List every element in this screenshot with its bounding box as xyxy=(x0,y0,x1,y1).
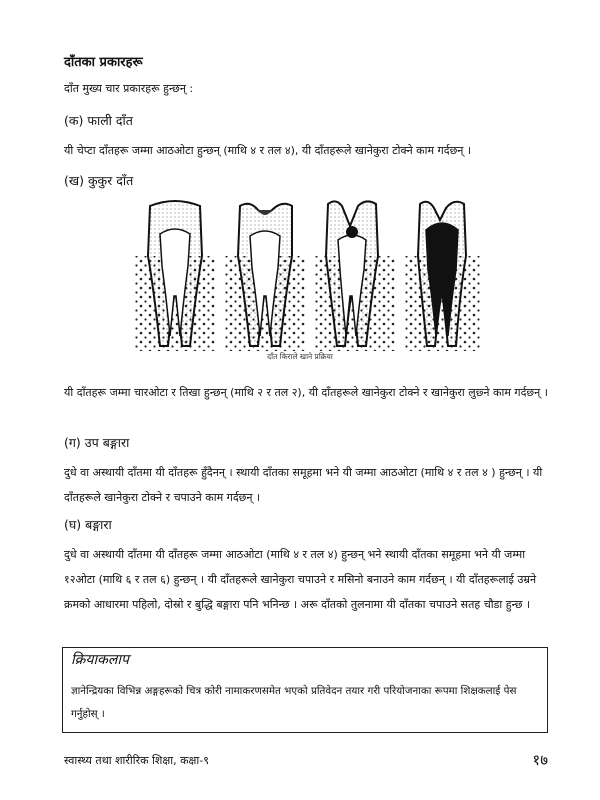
section-heading-premolar: (ग) उप बङ्गारा xyxy=(64,435,130,450)
tooth-stage-1 xyxy=(135,201,215,351)
section-heading-incisor: (क) फाली दाँत xyxy=(64,113,133,128)
tooth-stage-3 xyxy=(315,201,395,351)
figure-caption: दाँत किराले खाने प्रक्रिया xyxy=(267,352,333,361)
section-text-premolar: दुधे वा अस्थायी दाँतमा यी दाँतहरू हुँदैनन् । स्थायी दाँतका समूहमा भने यी जम्मा आठओटा (माथि ४ र तल ४ ) हुन्छन् । यी दाँतहरूले खानेकुरा टोक्ने र चपाउने काम गर्दछन् । xyxy=(64,466,543,504)
section-text-canine: यी दाँतहरू जम्मा चारओटा र तिखा हुन्छन् (माथि २ र तल २), यी दाँतहरूले खानेकुरा टोक्ने र खानेकुरा लुछ्ने काम गर्दछन् । xyxy=(64,386,548,399)
page-title: दाँतका प्रकारहरू xyxy=(64,55,143,70)
activity-box xyxy=(62,647,548,733)
tooth-decay-figure xyxy=(130,196,480,358)
tooth-stage-4 xyxy=(405,202,480,351)
section-heading-molar: (घ) बङ्गारा xyxy=(64,517,112,532)
section-text-incisor: यी चेप्टा दाँतहरू जम्मा आठओटा हुन्छन् (माथि ४ र तल ४), यी दाँतहरूले खानेकुरा टोक्ने काम गर्दछन् । xyxy=(64,144,472,157)
footer-book-title: स्वास्थ्य तथा शारीरिक शिक्षा, कक्षा-९ xyxy=(64,754,209,767)
activity-text: ज्ञानेन्द्रियका विभिन्न अङ्गहरूको चित्र कोरी नामाकरणसमेत भएको प्रतिवेदन तयार गरी परियोजनाका रूपमा शिक्षकलाई पेस गर्नुहोस् । xyxy=(71,685,517,720)
section-text-molar: दुधे वा अस्थायी दाँतमा यी दाँतहरू जम्मा आठओटा (माथि ४ र तल ४) हुन्छन् भने स्थायी दाँतका समूहमा भने यी जम्मा १२ओटा (माथि ६ र तल ६) हुन्छन् । यी दाँतहरूले खानेकुरा चपाउने र मसिनो बनाउने काम गर्दछन् । यी दाँतहरूलाई उम्रने क्रमको आधारमा पहिलो, दोस्रो र बुद्धि बङ्गारा पनि भनिन्छ । अरू दाँतको तुलनामा यी दाँतका चपाउने सतह चौडा हुन्छ । xyxy=(64,548,537,611)
intro-text: दाँत मुख्य चार प्रकारहरू हुन्छन् : xyxy=(64,82,194,95)
page-number: १७ xyxy=(532,751,548,769)
activity-title: क्रियाकलाप xyxy=(71,652,129,668)
section-heading-canine: (ख) कुकुर दाँत xyxy=(64,173,134,188)
tooth-stage-2 xyxy=(225,204,305,351)
